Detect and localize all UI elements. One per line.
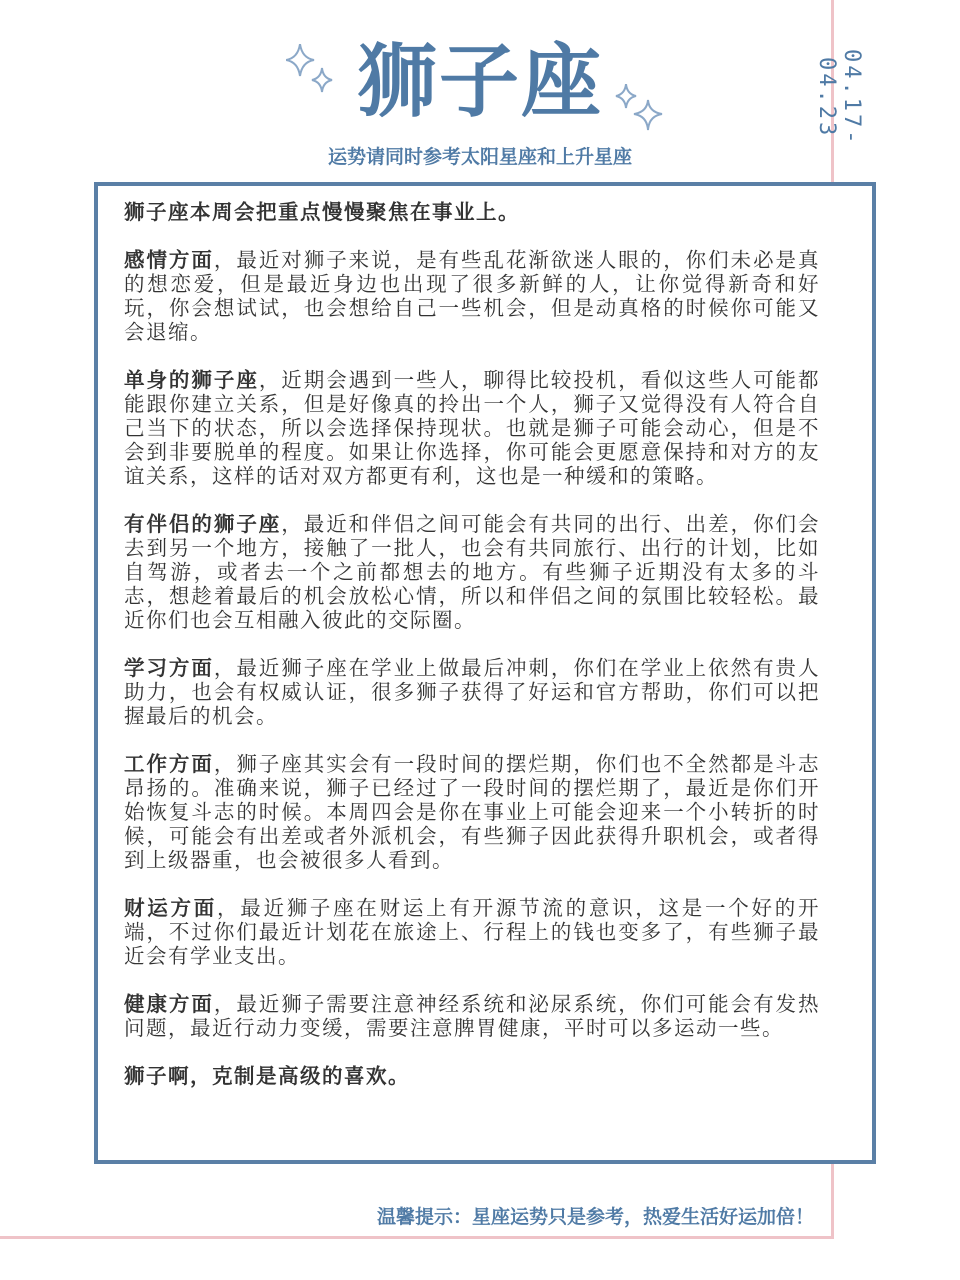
section-heading: 感情方面 bbox=[124, 248, 214, 272]
section-text: ，最近狮子座在财运上有开源节流的意识，这是一个好的开端，不过你们最近计划花在旅途上、行程上的钱也变多了，有些狮子最近会有学业支出。 bbox=[124, 896, 821, 968]
intro-text: 狮子座本周会把重点慢慢聚焦在事业上。 bbox=[124, 200, 520, 224]
section-text: ，最近对狮子来说，是有些乱花渐欲迷人眼的，你们未必是真的想恋爱，但是最近身边也出现了很多新鲜的人，让你觉得新奇和好玩，你会想试试，也会想给自己一些机会，但是动真格的时候你可能又会退缩。 bbox=[124, 248, 821, 344]
closing-text: 狮子啊，克制是高级的喜欢。 bbox=[124, 1064, 410, 1088]
section-single bbox=[124, 368, 820, 488]
section-study bbox=[124, 656, 820, 728]
section-wealth bbox=[124, 896, 820, 968]
section-heading: 财运方面 bbox=[124, 896, 217, 920]
section-text: ，狮子座其实会有一段时间的摆烂期，你们也不全然都是斗志昂扬的。准确来说，狮子已经过了一段时间的摆烂期了，最近是你们开始恢复斗志的时候。本周四会是你在事业上可能会迎来一个小转折的时候，可能会有出差或者外派机会，有些狮子因此获得升职机会，或者得到上级器重，也会被很多人看到。 bbox=[124, 752, 821, 872]
section-heading: 学习方面 bbox=[124, 656, 214, 680]
page-subtitle: 运势请同时参考太阳星座和上升星座 bbox=[327, 146, 632, 168]
intro-paragraph bbox=[124, 200, 820, 224]
closing-paragraph bbox=[124, 1064, 820, 1088]
page-title: 狮子座 bbox=[357, 35, 603, 128]
section-text: ，最近狮子座在学业上做最后冲刺，你们在学业上依然有贵人助力，也会有权威认证，很多狮子获得了好运和官方帮助，你们可以把握最后的机会。 bbox=[124, 656, 821, 728]
section-heading: 工作方面 bbox=[124, 752, 214, 776]
section-text: ，最近狮子需要注意神经系统和泌尿系统，你们可能会有发热问题，最近行动力变缓，需要注意脾胃健康，平时可以多运动一些。 bbox=[124, 992, 821, 1040]
date-range: 04.17-04.23 bbox=[814, 49, 864, 147]
decorative-horizontal-line bbox=[0, 1236, 834, 1239]
section-heading: 单身的狮子座 bbox=[124, 368, 259, 392]
content-frame bbox=[94, 182, 876, 1164]
section-love bbox=[124, 248, 820, 344]
horoscope-text bbox=[124, 200, 820, 1112]
section-text: ，近期会遇到一些人，聊得比较投机，看似这些人可能都能跟你建立关系，但是好像真的拎出一个人，狮子又觉得没有人符合自己当下的状态，所以会选择保持现状。也就是狮子可能会动心，但是不会到非要脱单的程度。如果让你选择，你可能会更愿意保持和对方的友谊关系，这样的话对双方都更有利，这也是一种缓和的策略。 bbox=[124, 368, 821, 488]
footer-tip: 温馨提示：星座运势只是参考，热爱生活好运加倍！ bbox=[376, 1206, 814, 1228]
section-text: ，最近和伴侣之间可能会有共同的出行、出差，你们会去到另一个地方，接触了一批人，也会有共同旅行、出行的计划，比如自驾游，或者去一个之前都想去的地方。有些狮子近期没有太多的斗志，想趁着最后的机会放松心情，所以和伴侣之间的氛围比较轻松。最近你们也会互相融入彼此的交际圈。 bbox=[124, 512, 821, 632]
section-health bbox=[124, 992, 820, 1040]
section-work bbox=[124, 752, 820, 872]
section-heading: 有伴侣的狮子座 bbox=[124, 512, 282, 536]
section-heading: 健康方面 bbox=[124, 992, 214, 1016]
section-partnered bbox=[124, 512, 820, 632]
